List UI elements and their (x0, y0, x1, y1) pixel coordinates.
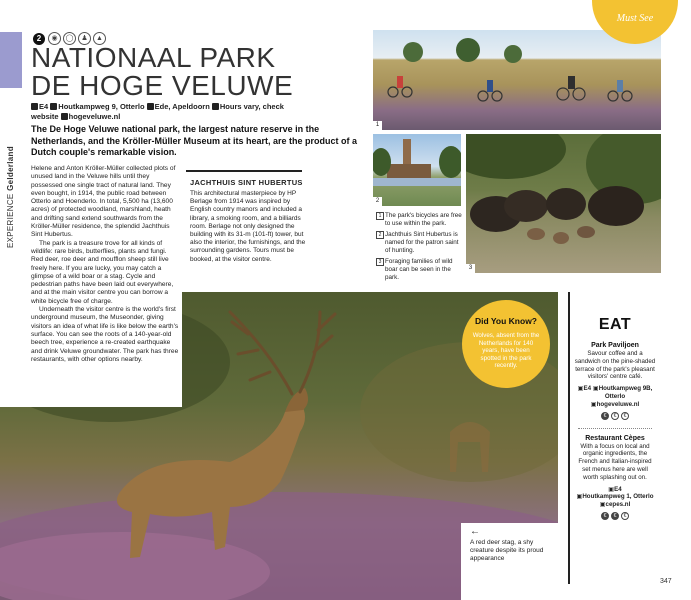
body-paragraph-1: Helene and Anton Kröller-Müller collected plots of unused land in the Veluwe hills until they possessed one single tract of natural land. They even bought, in 1914, the public road between Otterlo and Hoenderlo. In total, 5,500 ha (13,600 acres) of protected woodland, marshland, heath and drifting sand extend southwards from the Kröller-Müller residence, the splendid Jachthuis Sint Hubertus. (31, 165, 176, 239)
side-label (2, 98, 24, 248)
deer-caption (470, 527, 556, 564)
chapter-tab (0, 32, 22, 88)
price-symbol: € (601, 412, 609, 420)
map-icon: ▣ (608, 485, 615, 493)
price-rating-1 (570, 412, 660, 420)
sight-number-badge: 2 (33, 33, 45, 45)
body-paragraph-3: Underneath the visitor centre is the world's first underground museum, the Museonder, giving visitors an idea of what life is like below the earth's surface. You can see the roots of a 140-year-old beech tree, experience a re-created earthquake and drink Veluwe groundwater. The park has three restaurants, with other options nearby. (31, 306, 179, 363)
wild-boar-illustration (466, 134, 661, 273)
caption-text-3: Foraging families of wild boar can be seen in the park. (385, 258, 453, 281)
cyclists-illustration (373, 30, 661, 130)
photo-captions (376, 212, 464, 285)
photo-number-3: 3 (466, 264, 475, 273)
did-you-know-badge (462, 300, 550, 388)
side-label-section: EXPERIENCE (6, 193, 15, 248)
feature-rule (186, 170, 302, 172)
web-icon: ▣ (599, 501, 606, 509)
price-rating-2 (570, 512, 660, 520)
restaurant-map-ref-1: E4 (583, 385, 592, 393)
cyclists-photo (373, 30, 661, 130)
title-line-1: NATIONAAL PARK (31, 42, 276, 73)
restaurant-name-2: Restaurant Cèpes (585, 434, 645, 442)
must-see-label: Must See (616, 13, 654, 24)
price-symbol: € (601, 512, 609, 520)
deer-caption-text: A red deer stag, a shy creature despite its proud appearance (470, 539, 544, 563)
feature-title: JACHTHUIS SINT HUBERTUS (190, 178, 303, 187)
clock-icon (212, 103, 219, 110)
page-number: 347 (660, 578, 672, 585)
info-map-ref: E4 (39, 102, 49, 111)
jachthuis-illustration (373, 134, 461, 206)
map-icon (31, 103, 38, 110)
eat-divider (578, 428, 652, 429)
did-you-know-title: Did You Know? (474, 316, 537, 326)
address-icon (50, 103, 57, 110)
intro-paragraph: The De Hoge Veluwe national park, the largest nature reserve in the Netherlands, and the Kröller-Müller Museum at its heart, are the product of a Dutch couple's remarkable vision. (31, 124, 358, 157)
info-address: Houtkampweg 9, Otterlo (58, 102, 145, 111)
binoculars-icon: ◉ (48, 32, 61, 45)
restaurant-website-1[interactable]: hogeveluwe.nl (596, 400, 640, 408)
body-paragraph-2: The park is a treasure trove for all kinds of wildlife: rare birds, butterflies, plants and fungi. Red deer, roe deer and moufflon sheep still live freely here. If you are lucky, you may catch a glimpse of a wild boar or a stag. Cycle and pedestrian paths have been laid out everywhere, and at the main visitor centre you can borrow a white bicycle free of charge. (31, 239, 174, 305)
restaurant-info-1 (574, 385, 656, 408)
museum-icon: ▲ (93, 32, 106, 45)
photo-number-2: 2 (373, 197, 382, 206)
price-symbol: € (611, 412, 619, 420)
caption-text-2: Jachthuis Sint Hubertus is named for the patron saint of hunting. (385, 231, 459, 254)
caption-2 (376, 231, 464, 255)
arrow-left-icon: ← (470, 526, 480, 537)
web-icon (61, 113, 68, 120)
eat-box (568, 292, 660, 584)
info-hours: Hours vary, check (219, 102, 284, 111)
side-label-region: Gelderland (6, 146, 15, 191)
page-title (31, 44, 371, 100)
caption-number-2: 2 (376, 231, 384, 239)
photo-number-1: 1 (373, 121, 382, 130)
jachthuis-photo (373, 134, 461, 206)
practical-info (31, 102, 366, 122)
restaurant-text-2: With a focus on local and organic ingredients, the French and Italian-inspired set menus here are well worth splashing out on. (578, 442, 652, 481)
restaurant-website-2[interactable]: cepes.nl (605, 501, 631, 509)
price-symbol: € (621, 412, 629, 420)
eat-title: EAT (598, 316, 632, 333)
caption-number-1: 1 (376, 212, 384, 220)
did-you-know-text: Wolves, absent from the Netherlands for 140 years, have been spotted in the park recently. (472, 332, 540, 370)
address-icon: ▣ (592, 385, 599, 393)
restaurant-info-2 (574, 486, 656, 509)
web-icon: ▣ (590, 400, 597, 408)
caption-text-1: The park's bicycles are free to use within the park. (385, 212, 462, 227)
caption-number-3: 3 (376, 258, 384, 266)
restaurant-map-ref-2: E4 (614, 485, 622, 493)
map-icon: ▣ (577, 385, 584, 393)
price-symbol: € (611, 512, 619, 520)
train-icon (147, 103, 154, 110)
info-website-link[interactable]: hogeveluwe.nl (68, 112, 121, 121)
info-website-prefix: website (31, 112, 59, 121)
restaurant-name-1: Park Paviljoen (591, 342, 639, 349)
restaurant-text-1: Savour coffee and a sandwich on the pine-shaded terrace of the park's pleasant visitors' centre café. (574, 350, 656, 381)
info-train: Ede, Apeldoorn (154, 102, 210, 111)
feature-text: This architectural masterpiece by HP Berlage from 1914 was inspired by English country manors and included a library, a smoking room, and a billiards room. Berlage not only designed the building with its 31-m (101-ft) tower, but also the interior, the furnishings, and the surrounding gardens. Tours must be booked, at the visitor centre. (190, 190, 306, 263)
feature-box (186, 170, 364, 265)
body-text (31, 165, 179, 364)
walking-icon: ♟ (78, 32, 91, 45)
caption-1 (376, 212, 464, 228)
title-line-2: DE HOGE VELUWE (31, 70, 294, 101)
restaurant-address-2: Houtkampweg 1, Otterlo (582, 493, 654, 501)
wild-boar-photo (466, 134, 661, 273)
address-icon: ▣ (576, 493, 583, 501)
bicycle-icon: ◯ (63, 32, 76, 45)
caption-3 (376, 258, 464, 282)
restaurant-address-1: Houtkampweg 9B, Otterlo (598, 385, 653, 400)
price-symbol: € (621, 512, 629, 520)
